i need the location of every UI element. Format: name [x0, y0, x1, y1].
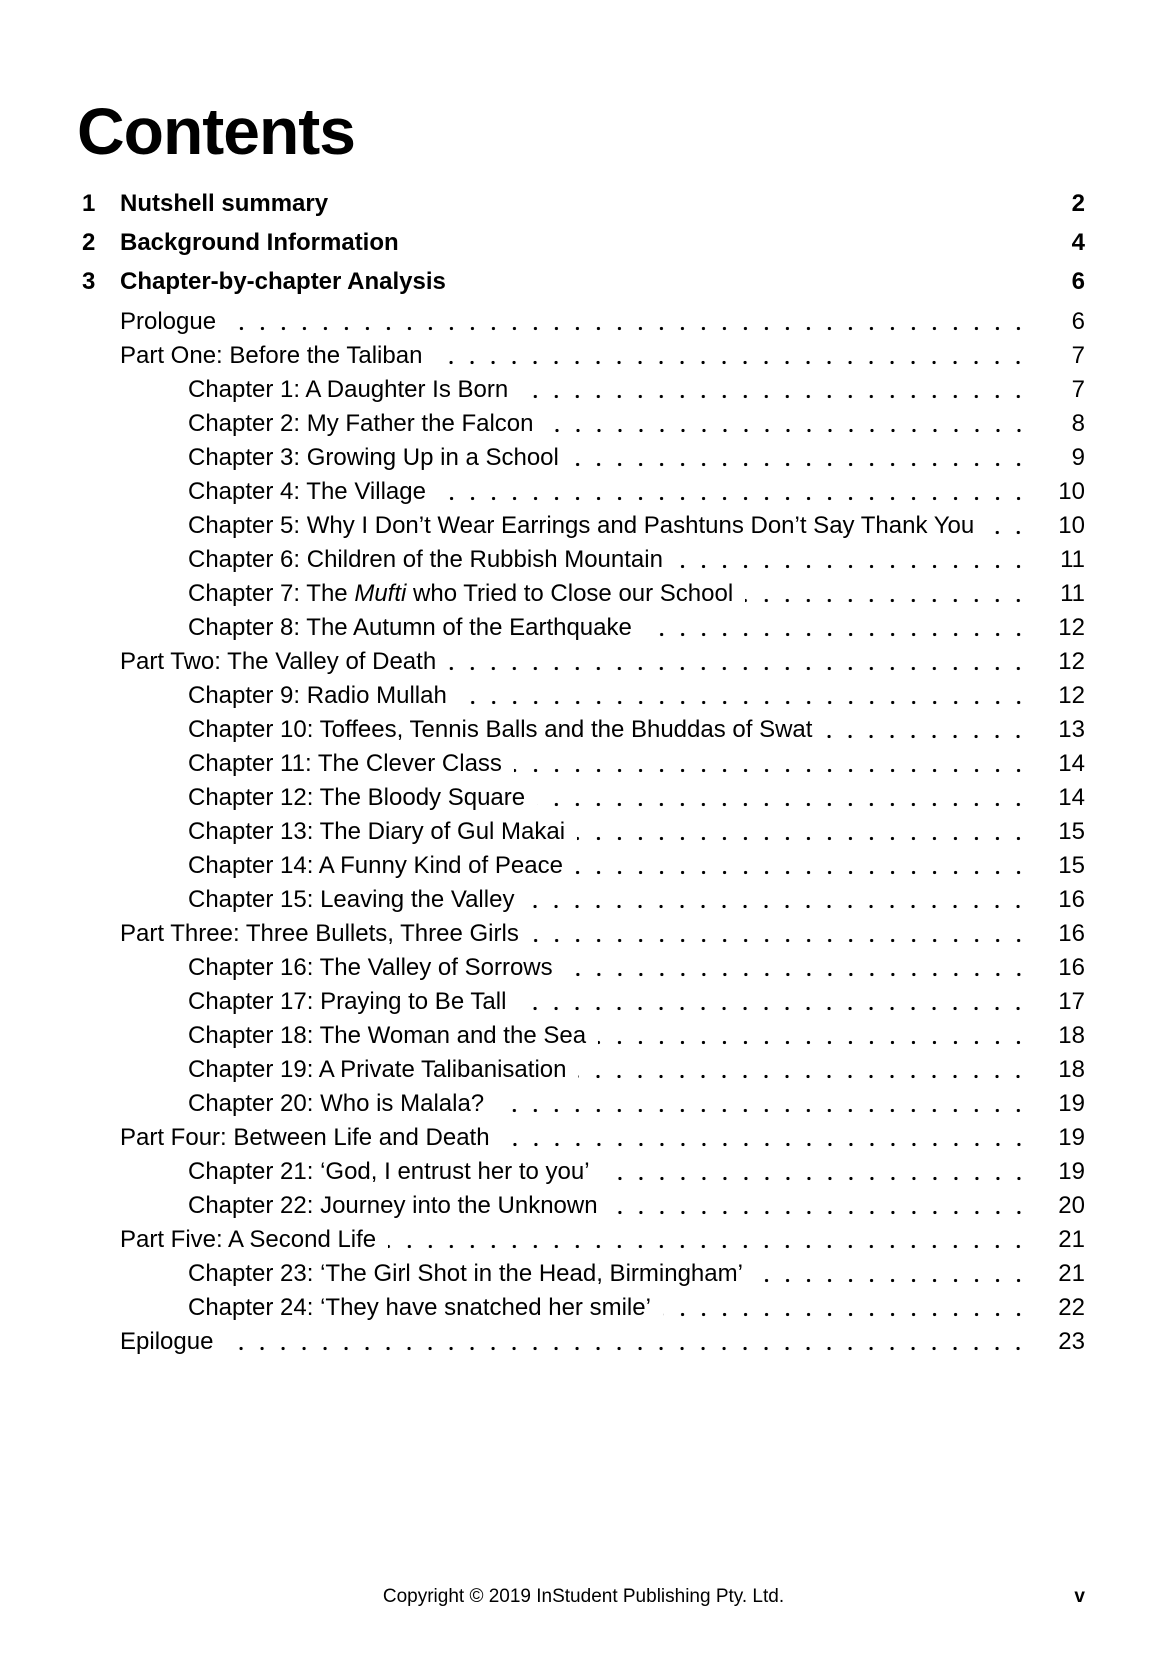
dot-leader: [502, 1121, 1031, 1155]
toc-entry-row: [82, 611, 1085, 645]
toc-entry-label: Chapter 9: Radio Mullah: [188, 682, 447, 709]
toc-entry-page: 11: [1060, 580, 1085, 607]
toc-section-page: 2: [1071, 190, 1085, 217]
dot-leader: [610, 1189, 1031, 1223]
page-title: Contents: [77, 94, 355, 168]
toc-entry-row: [82, 781, 1085, 815]
dot-leader: [663, 1291, 1031, 1325]
toc-entry-row: [82, 917, 1085, 951]
toc-entry-page: 21: [1058, 1226, 1085, 1253]
toc-section-row: [82, 184, 1085, 223]
toc-entry-row: [82, 577, 1085, 611]
dot-leader: [514, 747, 1031, 781]
dot-leader: [602, 1155, 1031, 1189]
dot-leader: [537, 781, 1031, 815]
toc-entry-page: 23: [1058, 1328, 1085, 1355]
toc-entry-label: Prologue: [120, 308, 217, 335]
toc-entry-label: Part Four: Between Life and Death: [120, 1124, 490, 1151]
dot-leader: [644, 611, 1031, 645]
toc-entry-label: Chapter 2: My Father the Falcon: [188, 410, 534, 437]
dot-leader: [745, 577, 1031, 611]
toc-entry-page: 12: [1058, 682, 1085, 709]
toc-entry-page: 12: [1058, 614, 1085, 641]
toc-entry-label: Part Five: A Second Life: [120, 1226, 377, 1253]
toc-entry-label: Chapter 15: Leaving the Valley: [188, 886, 515, 913]
toc-entry-row: [82, 509, 1085, 543]
toc-entry-page: 6: [1071, 308, 1085, 335]
dot-leader: [598, 1019, 1031, 1053]
toc-entry-label: Chapter 8: The Autumn of the Earthquake: [188, 614, 632, 641]
toc-entry-row: [82, 407, 1085, 441]
toc-entry-row: [82, 1053, 1085, 1087]
dot-leader: [496, 1087, 1031, 1121]
toc-entry-page: 14: [1058, 784, 1085, 811]
toc-entry-page: 19: [1058, 1158, 1085, 1185]
toc-entry-label: Chapter 19: A Private Talibanisation: [188, 1056, 567, 1083]
toc-entry-label: Chapter 13: The Diary of Gul Makai: [188, 818, 566, 845]
toc-entry-label: Part Three: Three Bullets, Three Girls: [120, 920, 519, 947]
toc-entry-row: [82, 543, 1085, 577]
toc-entry-page: 21: [1058, 1260, 1085, 1287]
toc-entry-label: Chapter 23: ‘The Girl Shot in the Head, Birmingham’: [188, 1260, 743, 1287]
toc-entry-row: [82, 645, 1085, 679]
dot-leader: [986, 509, 1031, 543]
toc-entry-row: [82, 1019, 1085, 1053]
toc-entry-page: 22: [1058, 1294, 1085, 1321]
toc-entry-page: 14: [1058, 750, 1085, 777]
toc-entry-label: Chapter 21: ‘God, I entrust her to you’: [188, 1158, 590, 1185]
toc-entry-label: Chapter 7: The Mufti who Tried to Close our School: [188, 580, 734, 607]
toc-entry-page: 19: [1058, 1124, 1085, 1151]
toc-section-label: Chapter-by-chapter Analysis: [120, 268, 446, 295]
toc-entry-label: Chapter 14: A Funny Kind of Peace: [188, 852, 563, 879]
toc-entry-page: 16: [1058, 954, 1085, 981]
toc-entry-page: 9: [1071, 444, 1085, 471]
toc-entry-row: [82, 815, 1085, 849]
toc-entry-page: 11: [1060, 546, 1085, 573]
toc-entry-row: [82, 1257, 1085, 1291]
dot-leader: [571, 441, 1031, 475]
toc-entry-row: [82, 475, 1085, 509]
toc-section-label: Background Information: [120, 229, 399, 256]
toc-entry-list: [82, 305, 1085, 1359]
toc-entry-row: [82, 1155, 1085, 1189]
toc-section-list: [82, 184, 1085, 301]
toc-entry-label: Chapter 3: Growing Up in a School: [188, 444, 559, 471]
toc-entry-page: 16: [1058, 886, 1085, 913]
toc-entry-page: 7: [1071, 342, 1085, 369]
toc-entry-label: Chapter 4: The Village: [188, 478, 426, 505]
toc-entry-label: Part Two: The Valley of Death: [120, 648, 437, 675]
toc-entry-row: [82, 373, 1085, 407]
toc-entry-row: [82, 849, 1085, 883]
toc-entry-row: [82, 679, 1085, 713]
toc-section-number: 3: [82, 268, 96, 295]
page-footer: [82, 1585, 1085, 1609]
toc-section-number: 1: [82, 190, 96, 217]
toc-entry-label: Part One: Before the Taliban: [120, 342, 423, 369]
toc-entry-row: [82, 1189, 1085, 1223]
toc-entry-row: [82, 985, 1085, 1019]
dot-leader: [438, 475, 1031, 509]
toc-entry-page: 16: [1058, 920, 1085, 947]
toc-entry-label: Chapter 10: Toffees, Tennis Balls and the Bhuddas of Swat: [188, 716, 813, 743]
dot-leader: [434, 339, 1031, 373]
toc-entry-page: 12: [1058, 648, 1085, 675]
footer-page-number: v: [1074, 1586, 1085, 1607]
dot-leader: [531, 917, 1031, 951]
toc-section-row: [82, 223, 1085, 262]
toc-entry-label: Chapter 20: Who is Malala?: [188, 1090, 485, 1117]
toc-section-page: 4: [1071, 229, 1085, 256]
toc-entry-label: Chapter 16: The Valley of Sorrows: [188, 954, 553, 981]
toc-entry-page: 13: [1058, 716, 1085, 743]
toc-entry-label: Chapter 6: Children of the Rubbish Mountain: [188, 546, 663, 573]
dot-leader: [565, 951, 1031, 985]
toc-entry-row: [82, 713, 1085, 747]
toc-entry-label: Chapter 1: A Daughter Is Born: [188, 376, 509, 403]
toc-section-page: 6: [1071, 268, 1085, 295]
toc-entry-page: 10: [1058, 478, 1085, 505]
toc-entry-page: 18: [1058, 1056, 1085, 1083]
toc-entry-page: 17: [1058, 988, 1085, 1015]
toc-entry-label: Chapter 18: The Woman and the Sea: [188, 1022, 587, 1049]
toc-entry-label: Chapter 24: ‘They have snatched her smile’: [188, 1294, 651, 1321]
toc-entry-row: [82, 305, 1085, 339]
toc-entry-page: 15: [1058, 818, 1085, 845]
toc-entry-page: 19: [1058, 1090, 1085, 1117]
toc-section-row: [82, 262, 1085, 301]
toc-entry-row: [82, 1121, 1085, 1155]
toc-entry-label: Chapter 12: The Bloody Square: [188, 784, 526, 811]
toc-entry-row: [82, 883, 1085, 917]
dot-leader: [526, 883, 1031, 917]
footer-copyright: Copyright © 2019 InStudent Publishing Pty. Ltd.: [382, 1586, 785, 1607]
toc-entry-row: [82, 747, 1085, 781]
toc-entry-page: 10: [1058, 512, 1085, 539]
toc-entry-page: 20: [1058, 1192, 1085, 1219]
toc-entry-row: [82, 951, 1085, 985]
toc-entry-label: Chapter 22: Journey into the Unknown: [188, 1192, 598, 1219]
dot-leader: [518, 985, 1031, 1019]
dot-leader: [755, 1257, 1031, 1291]
toc-entry-row: [82, 339, 1085, 373]
toc-entry-label: Chapter 11: The Clever Class: [188, 750, 502, 777]
toc-section-label: Nutshell summary: [120, 190, 329, 217]
toc-content: [77, 0, 1085, 1359]
toc-entry-row: [82, 1325, 1085, 1359]
toc-section-number: 2: [82, 229, 96, 256]
dot-leader: [520, 373, 1031, 407]
toc-entry-label: Chapter 5: Why I Don’t Wear Earrings and Pashtuns Don’t Say Thank You: [188, 512, 975, 539]
toc-entry-row: [82, 1087, 1085, 1121]
toc-entry-row: [82, 1223, 1085, 1257]
dot-leader: [225, 1325, 1031, 1359]
dot-leader: [578, 1053, 1031, 1087]
toc-entry-row: [82, 1291, 1085, 1325]
dot-leader: [824, 713, 1031, 747]
toc-entry-label: Chapter 17: Praying to Be Tall: [188, 988, 507, 1015]
dot-leader: [546, 407, 1032, 441]
dot-leader: [459, 679, 1031, 713]
dot-leader: [575, 849, 1031, 883]
toc-entry-row: [82, 441, 1085, 475]
dot-leader: [228, 305, 1031, 339]
toc-entry-label: Epilogue: [120, 1328, 214, 1355]
dot-leader: [448, 645, 1031, 679]
toc-entry-page: 15: [1058, 852, 1085, 879]
dot-leader: [577, 815, 1031, 849]
dot-leader: [675, 543, 1031, 577]
toc-entry-page: 8: [1071, 410, 1085, 437]
toc-entry-page: 7: [1071, 376, 1085, 403]
toc-entry-page: 18: [1058, 1022, 1085, 1049]
dot-leader: [388, 1223, 1031, 1257]
